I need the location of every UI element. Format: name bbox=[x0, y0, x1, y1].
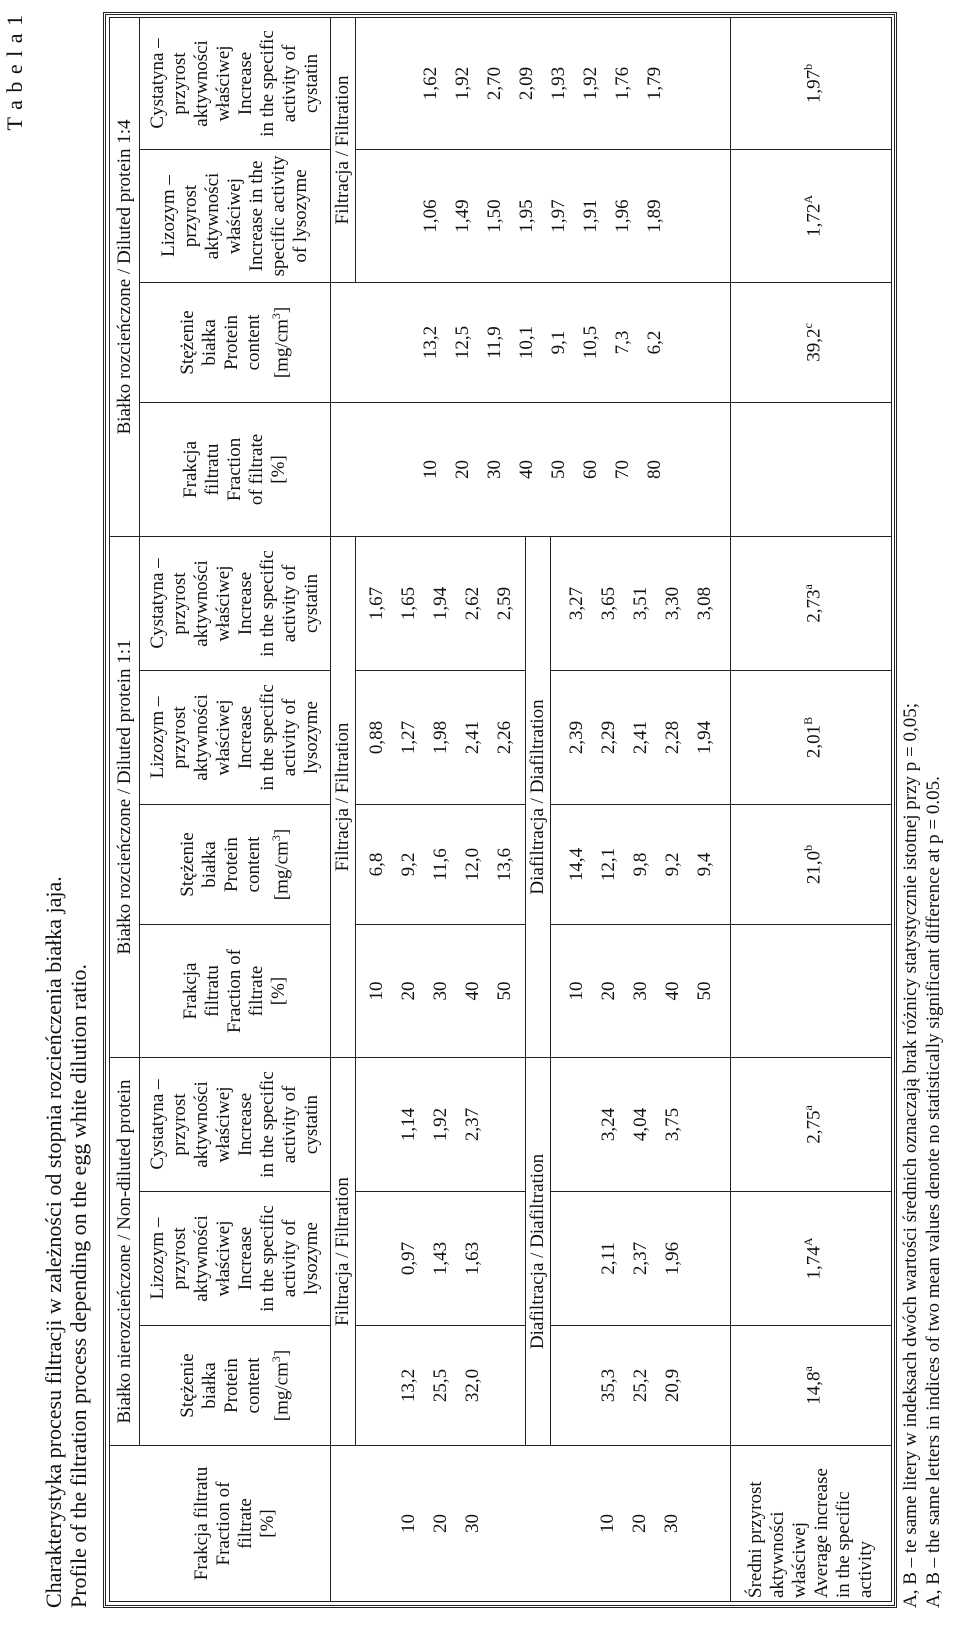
average-row bbox=[731, 17, 892, 1601]
nd-diafiltration-lysozyme: 2,11 2,37 1,96 bbox=[550, 1192, 731, 1326]
d14-protein: 13,2 12,5 11,9 10,1 9,1 10,5 7,3 6,2 bbox=[355, 282, 731, 402]
header-lysozyme-nd: Lizozym – przyrost aktywności właściwej Increase in the specific activity of lysozyme bbox=[140, 1192, 331, 1326]
nd-filtration-cystatin: 1,14 1,92 2,37 bbox=[355, 1058, 526, 1192]
d14-lysozyme: 1,06 1,49 1,50 1,95 1,97 1,91 1,96 1,89 bbox=[355, 149, 731, 282]
avg-d14-lysozyme: $1,72^A$ bbox=[731, 149, 892, 282]
avg-nd-lysozyme: $1,74^A$ bbox=[731, 1192, 892, 1326]
avg-nd-cystatin: 2,75$^a$ bbox=[731, 1058, 892, 1192]
avg-d11-lysozyme: $2,01^B$ bbox=[731, 671, 892, 805]
avg-nd-protein: 14,8$^a$ bbox=[731, 1326, 892, 1446]
column-header-row bbox=[140, 17, 331, 1601]
header-lysozyme-d14: Lizozym – przyrost aktywności właściwej Increase in the specific activity of lysozyme bbox=[140, 149, 331, 282]
empty-corner bbox=[110, 1446, 140, 1602]
group-diluted-1-1: Białko rozcieńczone / Diluted protein 1:1 bbox=[110, 536, 140, 1057]
data-table-frame bbox=[103, 12, 897, 1608]
filtration-label-nd: Filtracja / Filtration bbox=[331, 1058, 355, 1446]
d11-diafiltration-lysozyme: 2,39 2,29 2,41 2,28 1,94 bbox=[550, 671, 731, 805]
header-protein-nd: Stężenie białka Protein content $[mg/cm^3]$ bbox=[140, 1326, 331, 1446]
avg-d14-cystatin: 1,97$^b$ bbox=[731, 17, 892, 149]
caption-english: Profile of the filtration process depending on the egg white dilution ratio. bbox=[66, 964, 91, 1608]
filtration-label-d14: Filtracja / Filtration bbox=[331, 17, 355, 282]
average-label: Średni przyrost aktywności właściwej Average increase in the specific activity bbox=[731, 1446, 892, 1602]
footnote-english: A, B – the same letters in indices of two mean values denote no statistically significant difference at p = 0.05. bbox=[923, 776, 944, 1608]
header-protein-d11: Stężenie białka Protein content $[mg/cm^3]$ bbox=[140, 805, 331, 925]
nd-filtration-protein: 13,2 25,5 32,0 bbox=[355, 1326, 526, 1446]
header-fraction-d14: Frakcja filtratu Fraction of filtrate [%] bbox=[140, 402, 331, 536]
avg-d11-cystatin: 2,73$^a$ bbox=[731, 536, 892, 670]
header-cystatin-d14: Cystatyna – przyrost aktywności właściwej Increase in the specific activity of cystatin bbox=[140, 17, 331, 149]
nd-diafiltration-protein: 35,3 25,2 20,9 bbox=[550, 1326, 731, 1446]
header-cystatin-d11: Cystatyna – przyrost aktywności właściwej Increase in the specific activity of cystatin bbox=[140, 536, 331, 670]
d11-diafiltration-protein: 14,4 12,1 9,8 9,2 9,4 bbox=[550, 805, 731, 925]
caption-polish: Charakterystyka procesu filtracji w zależności od stopnia rozcieńczenia białka jaja. bbox=[41, 876, 66, 1608]
filtration-label-row bbox=[331, 17, 355, 1601]
header-fraction-d11: Frakcja filtratu Fraction of filtrate [%] bbox=[140, 925, 331, 1058]
table-label: T a b e l a 1 bbox=[2, 14, 27, 131]
nd-filtration-fraction: 10 20 30 bbox=[355, 1446, 526, 1602]
header-lysozyme-d11: Lizozym – przyrost aktywności właściwej Increase in the specific activity of lysozyme bbox=[140, 671, 331, 805]
d14-cystatin: 1,62 1,92 2,70 2,09 1,93 1,92 1,76 1,79 bbox=[355, 17, 731, 149]
group-diluted-1-4: Białko rozcieńczone / Diluted protein 1:4 bbox=[110, 17, 140, 536]
avg-d11-protein: 21,0$^b$ bbox=[731, 805, 892, 925]
diafiltration-label-nd: Diafiltracja / Diafiltration bbox=[526, 1058, 550, 1446]
d14-fraction: 10 20 30 40 50 60 70 80 bbox=[355, 402, 731, 536]
d11-filtration-lysozyme: 0,88 1,27 1,98 2,41 2,26 bbox=[355, 671, 526, 805]
avg-d14-protein: 39,2$^c$ bbox=[731, 282, 892, 402]
d11-filtration-fraction: 10 20 30 40 50 bbox=[355, 925, 526, 1058]
d11-filtration-cystatin: 1,67 1,65 1,94 2,62 2,59 bbox=[355, 536, 526, 670]
nd-filtration-lysozyme: 0,97 1,43 1,63 bbox=[355, 1192, 526, 1326]
filtration-values-row bbox=[355, 17, 526, 1601]
group-header-row bbox=[110, 17, 140, 1601]
header-protein-d14: Stężenie białka Protein content $[mg/cm^3]$ bbox=[140, 282, 331, 402]
filtration-label-d11: Filtracja / Filtration bbox=[331, 536, 355, 1057]
header-fraction: Frakcja filtratu Fraction of filtrate [%] bbox=[140, 1446, 331, 1602]
header-cystatin-nd: Cystatyna – przyrost aktywności właściwej Increase in the specific activity of cystatin bbox=[140, 1058, 331, 1192]
group-non-diluted: Białko nierozcieńczone / Non-diluted protein bbox=[110, 1058, 140, 1446]
d11-diafiltration-cystatin: 3,27 3,65 3,51 3,30 3,08 bbox=[550, 536, 731, 670]
data-table bbox=[109, 17, 892, 1602]
nd-diafiltration-cystatin: 3,24 4,04 3,75 bbox=[550, 1058, 731, 1192]
nd-diafiltration-fraction: 10 20 30 bbox=[550, 1446, 731, 1602]
diafiltration-label-d11: Diafiltracja / Diafiltration bbox=[526, 536, 550, 1057]
footnote-polish: A, B – te same litery w indeksach dwóch wartości średnich oznaczają brak różnicy statystycznie istotnej przy p = 0,05; bbox=[900, 702, 921, 1608]
d11-filtration-protein: 6,8 9,2 11,6 12,0 13,6 bbox=[355, 805, 526, 925]
d11-diafiltration-fraction: 10 20 30 40 50 bbox=[550, 925, 731, 1058]
